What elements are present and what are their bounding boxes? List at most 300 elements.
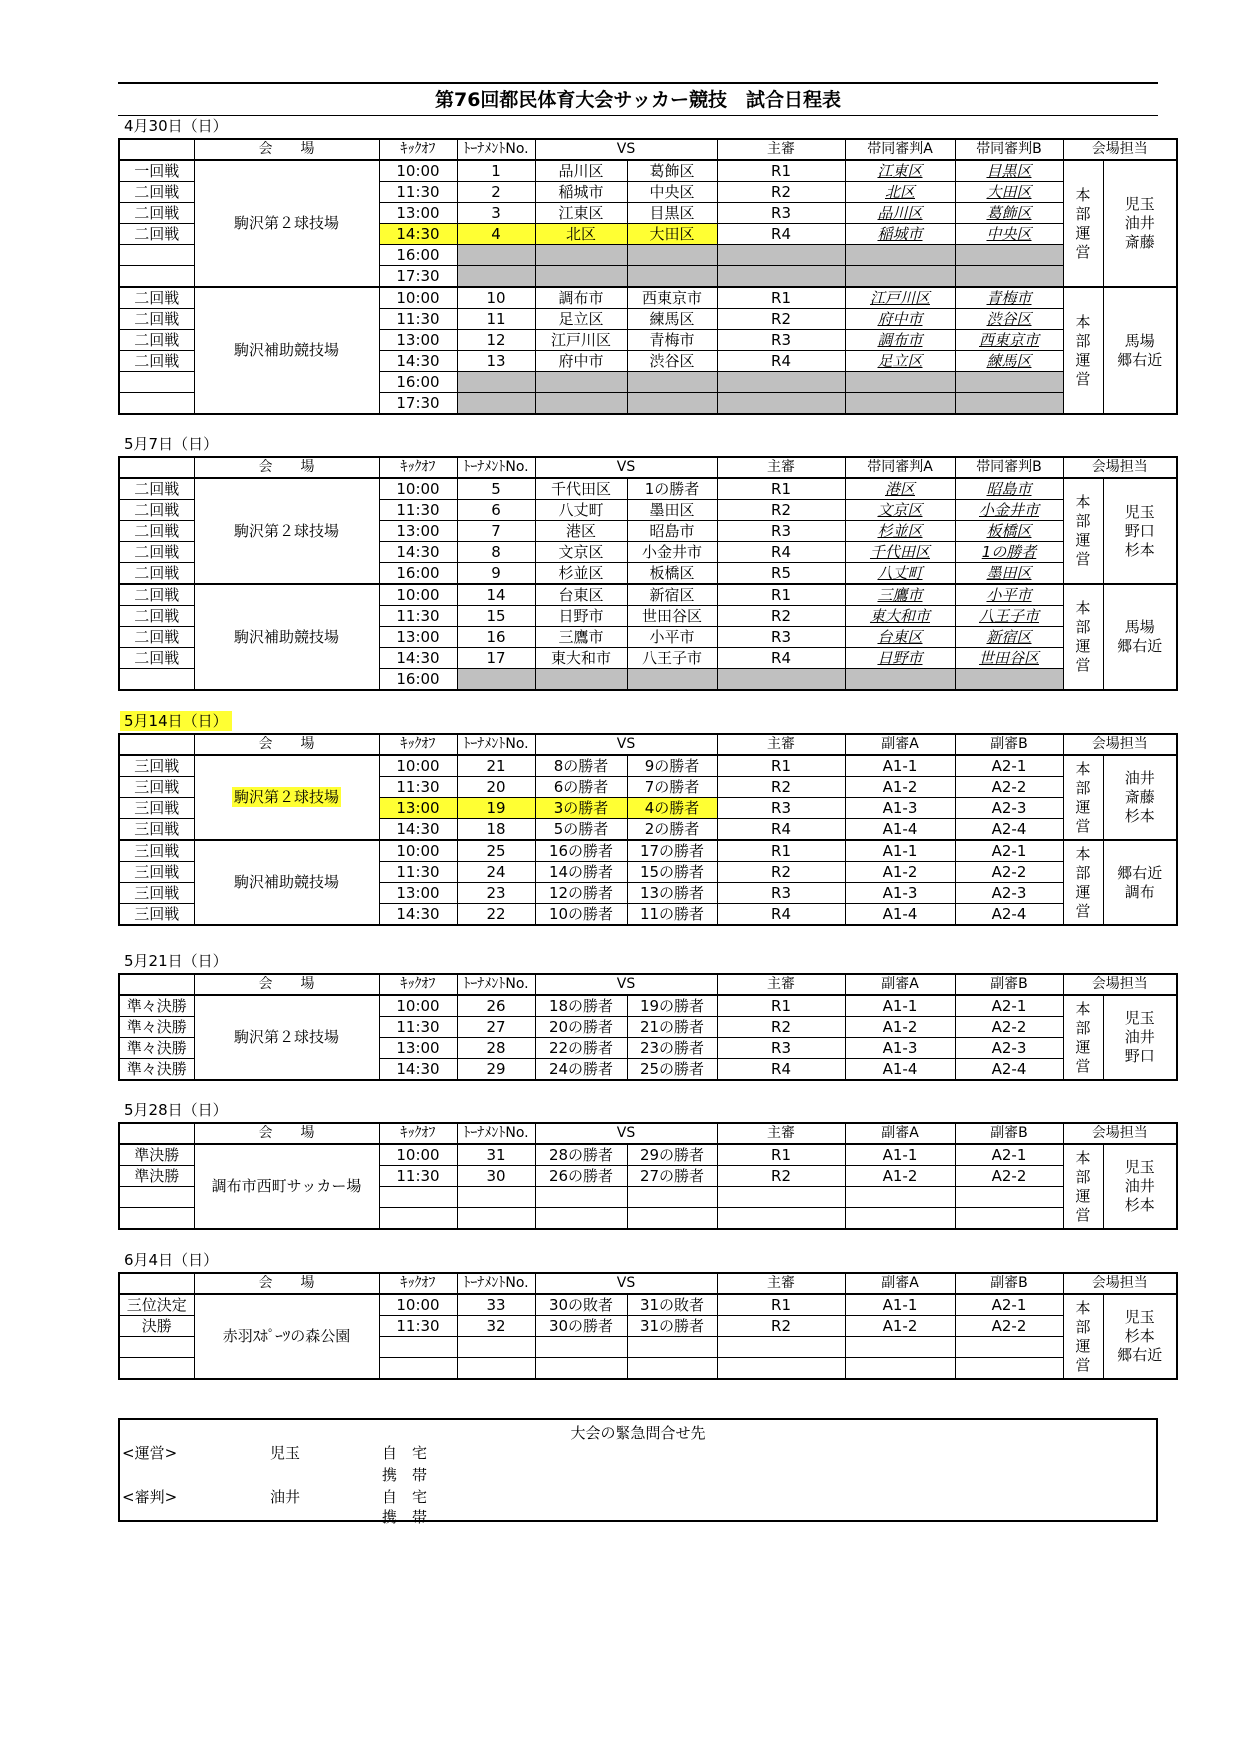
tournament-no-cell: [457, 1337, 535, 1358]
kickoff-cell: 14:30: [379, 648, 457, 669]
assistant-a-cell: 文京区: [845, 500, 955, 521]
venue-name: 駒沢第２球技場: [233, 214, 339, 232]
referee-cell: R3: [717, 203, 845, 224]
contact-label: 自 宅: [382, 1488, 428, 1506]
assistant-b-cell: [955, 1208, 1063, 1230]
organizer-cell: [1063, 995, 1103, 1080]
assistant-b-cell: 中央区: [955, 224, 1063, 245]
table-header-row: [119, 457, 1177, 478]
column-header: ｷｯｸｵﾌ: [379, 457, 457, 478]
round-cell: 準々決勝: [119, 1059, 194, 1081]
team1-cell: 調布市: [535, 287, 627, 309]
column-header: ｷｯｸｵﾌ: [379, 974, 457, 995]
assistant-a-cell: 台東区: [845, 627, 955, 648]
staff-name: 児玉: [1124, 1158, 1155, 1176]
column-header: ﾄｰﾅﾒﾝﾄNo.: [457, 1123, 535, 1144]
tournament-no-cell: 22: [457, 904, 535, 926]
assistant-b-cell: A2-2: [955, 777, 1063, 798]
round-cell: 二回戦: [119, 224, 194, 245]
tournament-no-cell: [457, 266, 535, 288]
assistant-a-cell: 杉並区: [845, 521, 955, 542]
team2-cell: 板橋区: [627, 563, 717, 585]
tournament-no-cell: 19: [457, 798, 535, 819]
assistant-a-cell: 府中市: [845, 309, 955, 330]
round-cell: 準決勝: [119, 1144, 194, 1166]
round-cell: 準決勝: [119, 1166, 194, 1187]
referee-cell: [717, 1358, 845, 1380]
team1-cell: 8の勝者: [535, 755, 627, 777]
table-header-row: [119, 1123, 1177, 1144]
table-row: [119, 287, 1177, 309]
team2-cell: [627, 266, 717, 288]
tournament-no-cell: 27: [457, 1017, 535, 1038]
team2-cell: 9の勝者: [627, 755, 717, 777]
venue-name: 駒沢第２球技場: [233, 788, 339, 806]
section-date: 5月21日（日）: [124, 952, 228, 970]
assistant-b-cell: 1の勝者: [955, 542, 1063, 563]
staff-name: 調布: [1124, 882, 1155, 901]
kickoff-cell: 14:30: [379, 224, 457, 245]
assistant-a-cell: A1-3: [845, 883, 955, 904]
team2-cell: 葛飾区: [627, 160, 717, 182]
assistant-a-cell: [845, 669, 955, 691]
round-cell: [119, 669, 194, 691]
team2-cell: 昭島市: [627, 521, 717, 542]
schedule-table: [118, 973, 1178, 1081]
column-header: VS: [535, 1273, 717, 1294]
organizer-label: 本部運営: [1075, 493, 1091, 568]
referee-cell: R1: [717, 160, 845, 182]
kickoff-cell: 10:00: [379, 584, 457, 606]
round-cell: 三回戦: [119, 883, 194, 904]
round-cell: 二回戦: [119, 542, 194, 563]
round-cell: 三回戦: [119, 798, 194, 819]
tournament-no-cell: [457, 1358, 535, 1380]
referee-cell: [717, 1337, 845, 1358]
kickoff-cell: [379, 1358, 457, 1380]
round-cell: [119, 1358, 194, 1380]
referee-cell: R2: [717, 606, 845, 627]
tournament-no-cell: 10: [457, 287, 535, 309]
assistant-a-cell: [845, 1337, 955, 1358]
team1-cell: 18の勝者: [535, 995, 627, 1017]
staff-name: 児玉: [1124, 195, 1155, 213]
team1-cell: 八丈町: [535, 500, 627, 521]
assistant-b-cell: 葛飾区: [955, 203, 1063, 224]
venue-cell: [194, 287, 379, 414]
organizer-label: 本部運営: [1075, 185, 1091, 261]
column-header: VS: [535, 139, 717, 160]
tournament-no-cell: 16: [457, 627, 535, 648]
tournament-no-cell: 18: [457, 819, 535, 841]
organizer-label: 本部運営: [1075, 759, 1091, 835]
kickoff-cell: [379, 1187, 457, 1208]
column-header: 会 場: [194, 974, 379, 995]
team1-cell: 26の勝者: [535, 1166, 627, 1187]
assistant-a-cell: A1-1: [845, 840, 955, 862]
tournament-no-cell: 30: [457, 1166, 535, 1187]
referee-cell: R2: [717, 500, 845, 521]
round-cell: 二回戦: [119, 648, 194, 669]
tournament-no-cell: 23: [457, 883, 535, 904]
kickoff-cell: 10:00: [379, 160, 457, 182]
schedule-table: [118, 733, 1178, 926]
referee-cell: R1: [717, 287, 845, 309]
round-cell: 二回戦: [119, 330, 194, 351]
column-header: 副審A: [845, 734, 955, 755]
round-cell: 二回戦: [119, 287, 194, 309]
referee-cell: R3: [717, 883, 845, 904]
round-cell: 二回戦: [119, 521, 194, 542]
tournament-no-cell: [457, 393, 535, 415]
column-header: 主審: [717, 1273, 845, 1294]
column-header: 会 場: [194, 457, 379, 478]
team1-cell: 品川区: [535, 160, 627, 182]
venue-staff-cell: [1103, 584, 1177, 690]
referee-cell: R2: [717, 309, 845, 330]
team1-cell: [535, 245, 627, 266]
team2-cell: 世田谷区: [627, 606, 717, 627]
organizer-label: 本部運営: [1075, 999, 1091, 1075]
venue-staff-cell: [1103, 1144, 1177, 1229]
referee-cell: R2: [717, 777, 845, 798]
kickoff-cell: 10:00: [379, 1144, 457, 1166]
table-header-row: [119, 734, 1177, 755]
assistant-a-cell: [845, 1358, 955, 1380]
header-round: [119, 1123, 194, 1144]
referee-cell: R1: [717, 1144, 845, 1166]
kickoff-cell: 10:00: [379, 755, 457, 777]
round-cell: 準々決勝: [119, 1017, 194, 1038]
referee-cell: R2: [717, 862, 845, 883]
tournament-no-cell: [457, 669, 535, 691]
team1-cell: [535, 1337, 627, 1358]
organizer-cell: [1063, 584, 1103, 690]
kickoff-cell: 14:30: [379, 819, 457, 841]
assistant-b-cell: A2-4: [955, 904, 1063, 926]
column-header: 主審: [717, 974, 845, 995]
venue-staff-cell: [1103, 478, 1177, 584]
assistant-b-cell: A2-4: [955, 1059, 1063, 1081]
column-header: 副審A: [845, 1123, 955, 1144]
column-header: 会 場: [194, 1123, 379, 1144]
staff-name: 油井: [1124, 769, 1155, 787]
team2-cell: 21の勝者: [627, 1017, 717, 1038]
team2-cell: [627, 669, 717, 691]
staff-name: 野口: [1124, 521, 1155, 540]
kickoff-cell: 13:00: [379, 203, 457, 224]
column-header: 副審A: [845, 974, 955, 995]
team2-cell: 西東京市: [627, 287, 717, 309]
kickoff-cell: 13:00: [379, 521, 457, 542]
staff-name: 斎藤: [1124, 788, 1155, 806]
header-round: [119, 457, 194, 478]
contact-label: 携 帯: [382, 1466, 428, 1484]
team1-cell: 江戸川区: [535, 330, 627, 351]
assistant-a-cell: [845, 245, 955, 266]
assistant-a-cell: 三鷹市: [845, 584, 955, 606]
column-header: 主審: [717, 1123, 845, 1144]
team1-cell: 千代田区: [535, 478, 627, 500]
tournament-no-cell: 33: [457, 1294, 535, 1316]
referee-cell: [717, 245, 845, 266]
staff-name: 郷右近: [1117, 863, 1163, 882]
venue-staff-cell: [1103, 1294, 1177, 1379]
team1-cell: 杉並区: [535, 563, 627, 585]
referee-cell: [717, 669, 845, 691]
round-cell: [119, 393, 194, 415]
table-header-row: [119, 1273, 1177, 1294]
team1-cell: 北区: [535, 224, 627, 245]
team1-cell: 文京区: [535, 542, 627, 563]
round-cell: 二回戦: [119, 182, 194, 203]
kickoff-cell: 14:30: [379, 351, 457, 372]
referee-cell: R4: [717, 819, 845, 841]
emergency-contact-box: [118, 1418, 1158, 1526]
team2-cell: 練馬区: [627, 309, 717, 330]
round-cell: 三位決定: [119, 1294, 194, 1316]
referee-cell: R4: [717, 351, 845, 372]
round-cell: 二回戦: [119, 309, 194, 330]
column-header: ｷｯｸｵﾌ: [379, 734, 457, 755]
kickoff-cell: 11:30: [379, 777, 457, 798]
contact-name: 児玉: [270, 1444, 301, 1462]
organizer-cell: [1063, 840, 1103, 925]
contact-name: 油井: [270, 1488, 301, 1506]
kickoff-cell: 11:30: [379, 1017, 457, 1038]
column-header: 副審B: [955, 1273, 1063, 1294]
team1-cell: 24の勝者: [535, 1059, 627, 1081]
column-header: ﾄｰﾅﾒﾝﾄNo.: [457, 734, 535, 755]
referee-cell: R4: [717, 224, 845, 245]
column-header: 会場担当: [1063, 734, 1177, 755]
column-header: 会場担当: [1063, 974, 1177, 995]
team1-cell: 港区: [535, 521, 627, 542]
kickoff-cell: 14:30: [379, 1059, 457, 1081]
staff-name: 杉本: [1124, 540, 1155, 559]
round-cell: 二回戦: [119, 563, 194, 585]
referee-cell: [717, 266, 845, 288]
kickoff-cell: 14:30: [379, 542, 457, 563]
organizer-cell: [1063, 755, 1103, 840]
assistant-b-cell: A2-1: [955, 1294, 1063, 1316]
table-row: [119, 584, 1177, 606]
column-header: 帯同審判B: [955, 139, 1063, 160]
column-header: ｷｯｸｵﾌ: [379, 139, 457, 160]
round-cell: 三回戦: [119, 819, 194, 841]
team1-cell: 5の勝者: [535, 819, 627, 841]
kickoff-cell: 17:30: [379, 393, 457, 415]
round-cell: [119, 1208, 194, 1230]
staff-name: 児玉: [1124, 502, 1155, 521]
table-row: [119, 478, 1177, 500]
table-row: [119, 840, 1177, 862]
section-date: 5月28日（日）: [124, 1101, 228, 1119]
referee-cell: R3: [717, 521, 845, 542]
column-header: 主審: [717, 457, 845, 478]
organizer-cell: [1063, 1144, 1103, 1229]
staff-name: 児玉: [1124, 1009, 1155, 1027]
team2-cell: 11の勝者: [627, 904, 717, 926]
referee-cell: R4: [717, 1059, 845, 1081]
assistant-a-cell: 江戸川区: [845, 287, 955, 309]
assistant-a-cell: 東大和市: [845, 606, 955, 627]
column-header: 会 場: [194, 139, 379, 160]
team1-cell: 日野市: [535, 606, 627, 627]
referee-cell: R1: [717, 755, 845, 777]
organizer-cell: [1063, 1294, 1103, 1379]
kickoff-cell: [379, 1337, 457, 1358]
section-date: 4月30日（日）: [124, 117, 228, 135]
kickoff-cell: 10:00: [379, 478, 457, 500]
team1-cell: [535, 393, 627, 415]
referee-cell: R3: [717, 1038, 845, 1059]
kickoff-cell: 11:30: [379, 182, 457, 203]
assistant-b-cell: A2-4: [955, 819, 1063, 841]
table-row: [119, 1144, 1177, 1166]
team2-cell: 4の勝者: [627, 798, 717, 819]
section-date: 5月7日（日）: [124, 435, 219, 453]
team1-cell: [535, 372, 627, 393]
assistant-a-cell: A1-4: [845, 904, 955, 926]
referee-cell: R5: [717, 563, 845, 585]
assistant-b-cell: A2-2: [955, 1316, 1063, 1337]
tournament-no-cell: 14: [457, 584, 535, 606]
kickoff-cell: 17:30: [379, 266, 457, 288]
team1-cell: 22の勝者: [535, 1038, 627, 1059]
venue-staff-cell: [1103, 755, 1177, 840]
round-cell: 二回戦: [119, 606, 194, 627]
team1-cell: 稲城市: [535, 182, 627, 203]
staff-name: 油井: [1124, 214, 1155, 232]
assistant-a-cell: A1-1: [845, 755, 955, 777]
tournament-no-cell: 31: [457, 1144, 535, 1166]
assistant-a-cell: A1-3: [845, 798, 955, 819]
assistant-a-cell: 江東区: [845, 160, 955, 182]
table-row: [119, 995, 1177, 1017]
referee-cell: R1: [717, 478, 845, 500]
contact-title: 大会の緊急問合せ先: [570, 1424, 706, 1442]
tournament-no-cell: 7: [457, 521, 535, 542]
assistant-a-cell: [845, 1208, 955, 1230]
assistant-b-cell: 目黒区: [955, 160, 1063, 182]
section-date: 5月14日（日）: [120, 711, 232, 731]
assistant-a-cell: 日野市: [845, 648, 955, 669]
column-header: ｷｯｸｵﾌ: [379, 1123, 457, 1144]
schedule-table: [118, 456, 1178, 691]
team1-cell: 東大和市: [535, 648, 627, 669]
assistant-a-cell: 港区: [845, 478, 955, 500]
venue-cell: [194, 478, 379, 584]
team1-cell: 江東区: [535, 203, 627, 224]
team2-cell: [627, 1208, 717, 1230]
kickoff-cell: 13:00: [379, 883, 457, 904]
tournament-no-cell: 3: [457, 203, 535, 224]
team1-cell: 3の勝者: [535, 798, 627, 819]
assistant-a-cell: A1-1: [845, 1294, 955, 1316]
column-header: VS: [535, 974, 717, 995]
column-header: ﾄｰﾅﾒﾝﾄNo.: [457, 1273, 535, 1294]
team2-cell: 墨田区: [627, 500, 717, 521]
column-header: ﾄｰﾅﾒﾝﾄNo.: [457, 974, 535, 995]
team2-cell: 大田区: [627, 224, 717, 245]
round-cell: 二回戦: [119, 351, 194, 372]
tournament-no-cell: 9: [457, 563, 535, 585]
contact-role: <審判>: [122, 1488, 178, 1506]
assistant-b-cell: 八王子市: [955, 606, 1063, 627]
venue-name: 調布市西町サッカー場: [211, 1177, 362, 1195]
venue-name: 駒沢第２球技場: [233, 521, 339, 540]
round-cell: 一回戦: [119, 160, 194, 182]
staff-name: 杉本: [1124, 1196, 1155, 1214]
team1-cell: [535, 1208, 627, 1230]
staff-name: 郷右近: [1117, 350, 1163, 369]
team2-cell: 小平市: [627, 627, 717, 648]
assistant-a-cell: A1-2: [845, 1166, 955, 1187]
staff-name: 油井: [1124, 1177, 1155, 1195]
staff-name: 油井: [1124, 1028, 1155, 1046]
team1-cell: 10の勝者: [535, 904, 627, 926]
assistant-a-cell: A1-4: [845, 1059, 955, 1081]
staff-name: 馬場: [1124, 618, 1155, 636]
contact-label: 自 宅: [382, 1444, 428, 1462]
round-cell: 二回戦: [119, 478, 194, 500]
assistant-a-cell: A1-1: [845, 995, 955, 1017]
team1-cell: 6の勝者: [535, 777, 627, 798]
kickoff-cell: 10:00: [379, 840, 457, 862]
round-cell: 三回戦: [119, 840, 194, 862]
team2-cell: 目黒区: [627, 203, 717, 224]
team2-cell: 31の勝者: [627, 1316, 717, 1337]
tournament-no-cell: 1: [457, 160, 535, 182]
assistant-b-cell: 世田谷区: [955, 648, 1063, 669]
kickoff-cell: 14:30: [379, 904, 457, 926]
venue-cell: [194, 160, 379, 287]
column-header: VS: [535, 457, 717, 478]
team2-cell: 23の勝者: [627, 1038, 717, 1059]
referee-cell: [717, 1208, 845, 1230]
referee-cell: R4: [717, 542, 845, 563]
assistant-b-cell: A2-3: [955, 798, 1063, 819]
assistant-a-cell: A1-2: [845, 862, 955, 883]
tournament-no-cell: 21: [457, 755, 535, 777]
team2-cell: [627, 393, 717, 415]
organizer-label: 本部運営: [1075, 599, 1091, 674]
assistant-a-cell: 足立区: [845, 351, 955, 372]
header-round: [119, 974, 194, 995]
assistant-a-cell: A1-1: [845, 1144, 955, 1166]
referee-cell: R1: [717, 1294, 845, 1316]
tournament-no-cell: [457, 1208, 535, 1230]
schedule-table: [118, 1122, 1178, 1230]
assistant-b-cell: A2-3: [955, 883, 1063, 904]
round-cell: 二回戦: [119, 203, 194, 224]
kickoff-cell: 11:30: [379, 862, 457, 883]
assistant-b-cell: A2-2: [955, 1166, 1063, 1187]
assistant-b-cell: [955, 393, 1063, 415]
assistant-a-cell: [845, 372, 955, 393]
assistant-a-cell: 八丈町: [845, 563, 955, 585]
team2-cell: 31の敗者: [627, 1294, 717, 1316]
team2-cell: [627, 1337, 717, 1358]
staff-name: 斎藤: [1124, 233, 1155, 251]
referee-cell: [717, 372, 845, 393]
referee-cell: R2: [717, 1166, 845, 1187]
tournament-no-cell: 15: [457, 606, 535, 627]
team2-cell: 29の勝者: [627, 1144, 717, 1166]
team1-cell: [535, 1187, 627, 1208]
staff-name: 郷右近: [1117, 1346, 1163, 1364]
